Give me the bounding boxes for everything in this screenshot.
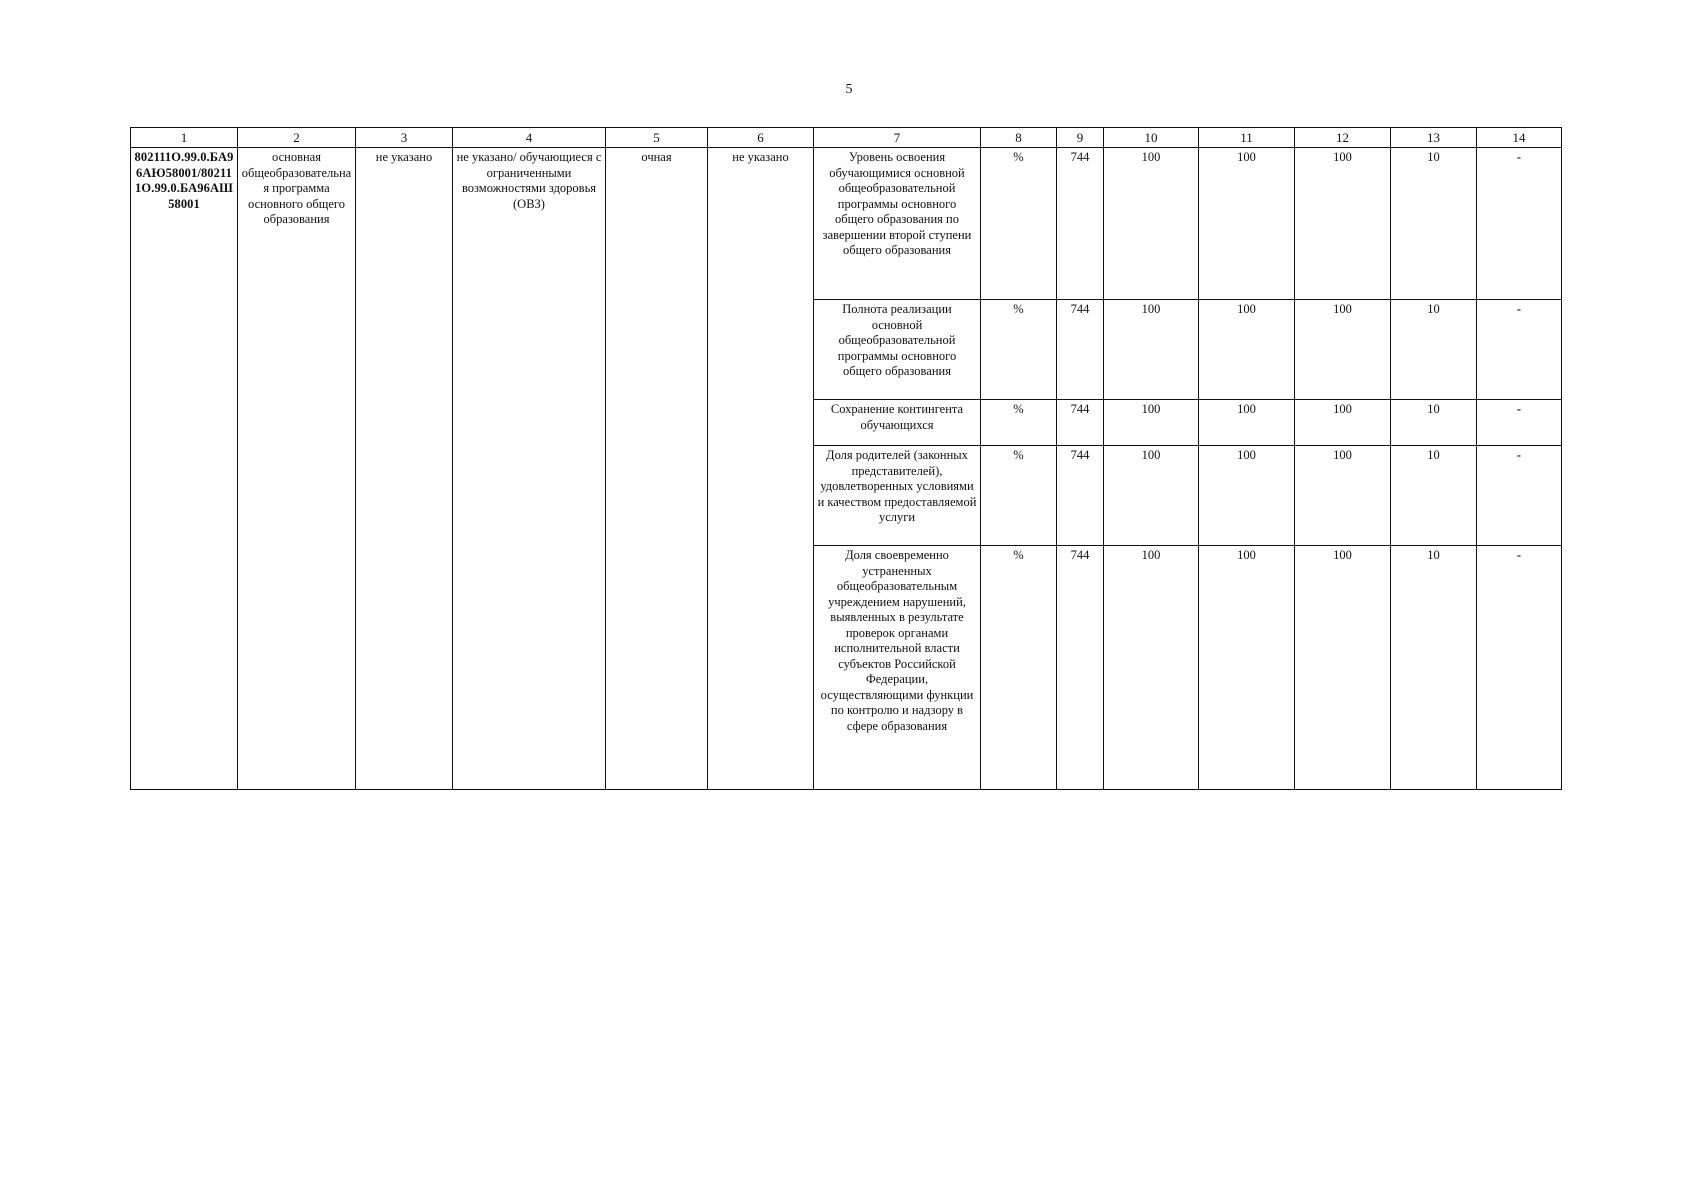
header-cell: 11 xyxy=(1199,128,1295,148)
indicator-deviation: 10 xyxy=(1391,546,1477,790)
indicator-value: 100 xyxy=(1199,148,1295,300)
indicator-deviation: 10 xyxy=(1391,400,1477,446)
header-cell: 8 xyxy=(981,128,1057,148)
header-cell: 12 xyxy=(1295,128,1391,148)
indicator-value: 100 xyxy=(1295,400,1391,446)
indicator-deviation: 10 xyxy=(1391,300,1477,400)
header-cell: 2 xyxy=(238,128,356,148)
header-cell: 9 xyxy=(1057,128,1104,148)
indicator-okei: 744 xyxy=(1057,300,1104,400)
indicator-value: 100 xyxy=(1199,400,1295,446)
indicator-name: Сохранение контингента обучающихся xyxy=(814,400,981,446)
indicator-value: 100 xyxy=(1199,546,1295,790)
indicators-table xyxy=(130,127,1562,790)
indicator-unit: % xyxy=(981,400,1057,446)
indicator-unit: % xyxy=(981,300,1057,400)
page-number: 5 xyxy=(845,82,853,97)
indicator-value: 100 xyxy=(1295,300,1391,400)
indicator-deviation: 10 xyxy=(1391,148,1477,300)
header-cell: 7 xyxy=(814,128,981,148)
indicator-value: 100 xyxy=(1104,546,1199,790)
indicator-value: 100 xyxy=(1104,148,1199,300)
header-row xyxy=(131,128,1562,148)
program-name: основная общеобразовательная программа основного общего образования xyxy=(238,148,356,790)
indicator-value: 100 xyxy=(1104,300,1199,400)
indicator-note: - xyxy=(1477,400,1562,446)
header-cell: 4 xyxy=(453,128,606,148)
indicator-okei: 744 xyxy=(1057,400,1104,446)
header-cell: 10 xyxy=(1104,128,1199,148)
form-of-study: очная xyxy=(606,148,708,790)
indicator-unit: % xyxy=(981,446,1057,546)
indicator-note: - xyxy=(1477,446,1562,546)
category-col4: не указано/ обучающиеся с ограниченными возможностями здоровья (ОВЗ) xyxy=(453,148,606,790)
indicator-name: Полнота реализации основной общеобразовательной программы основного общего образования xyxy=(814,300,981,400)
indicator-value: 100 xyxy=(1295,148,1391,300)
indicator-unit: % xyxy=(981,148,1057,300)
category-col6: не указано xyxy=(708,148,814,790)
indicator-value: 100 xyxy=(1295,446,1391,546)
indicator-deviation: 10 xyxy=(1391,446,1477,546)
indicator-okei: 744 xyxy=(1057,546,1104,790)
header-cell: 5 xyxy=(606,128,708,148)
registry-code: 802111О.99.0.БА96АЮ58001/802111О.99.0.БА96АШ58001 xyxy=(131,148,238,790)
indicator-unit: % xyxy=(981,546,1057,790)
indicator-name: Доля родителей (законных представителей), удовлетворенных условиями и качеством предоставляемой услуги xyxy=(814,446,981,546)
indicator-value: 100 xyxy=(1199,300,1295,400)
indicator-note: - xyxy=(1477,546,1562,790)
indicator-value: 100 xyxy=(1199,446,1295,546)
indicator-value: 100 xyxy=(1295,546,1391,790)
indicator-value: 100 xyxy=(1104,400,1199,446)
header-cell: 1 xyxy=(131,128,238,148)
header-cell: 3 xyxy=(356,128,453,148)
header-cell: 6 xyxy=(708,128,814,148)
header-cell: 13 xyxy=(1391,128,1477,148)
table-row xyxy=(131,148,1562,300)
indicator-name: Уровень освоения обучающимися основной общеобразовательной программы основного общего образования по завершении второй ступени общего образования xyxy=(814,148,981,300)
indicator-value: 100 xyxy=(1104,446,1199,546)
indicator-okei: 744 xyxy=(1057,446,1104,546)
indicator-note: - xyxy=(1477,148,1562,300)
indicator-name: Доля своевременно устраненных общеобразовательным учреждением нарушений, выявленных в результате проверок органами исполнительной власти субъектов Российской Федерации, осуществляющими функции по контролю и надзору в сфере образования xyxy=(814,546,981,790)
indicator-okei: 744 xyxy=(1057,148,1104,300)
indicator-note: - xyxy=(1477,300,1562,400)
header-cell: 14 xyxy=(1477,128,1562,148)
category-col3: не указано xyxy=(356,148,453,790)
